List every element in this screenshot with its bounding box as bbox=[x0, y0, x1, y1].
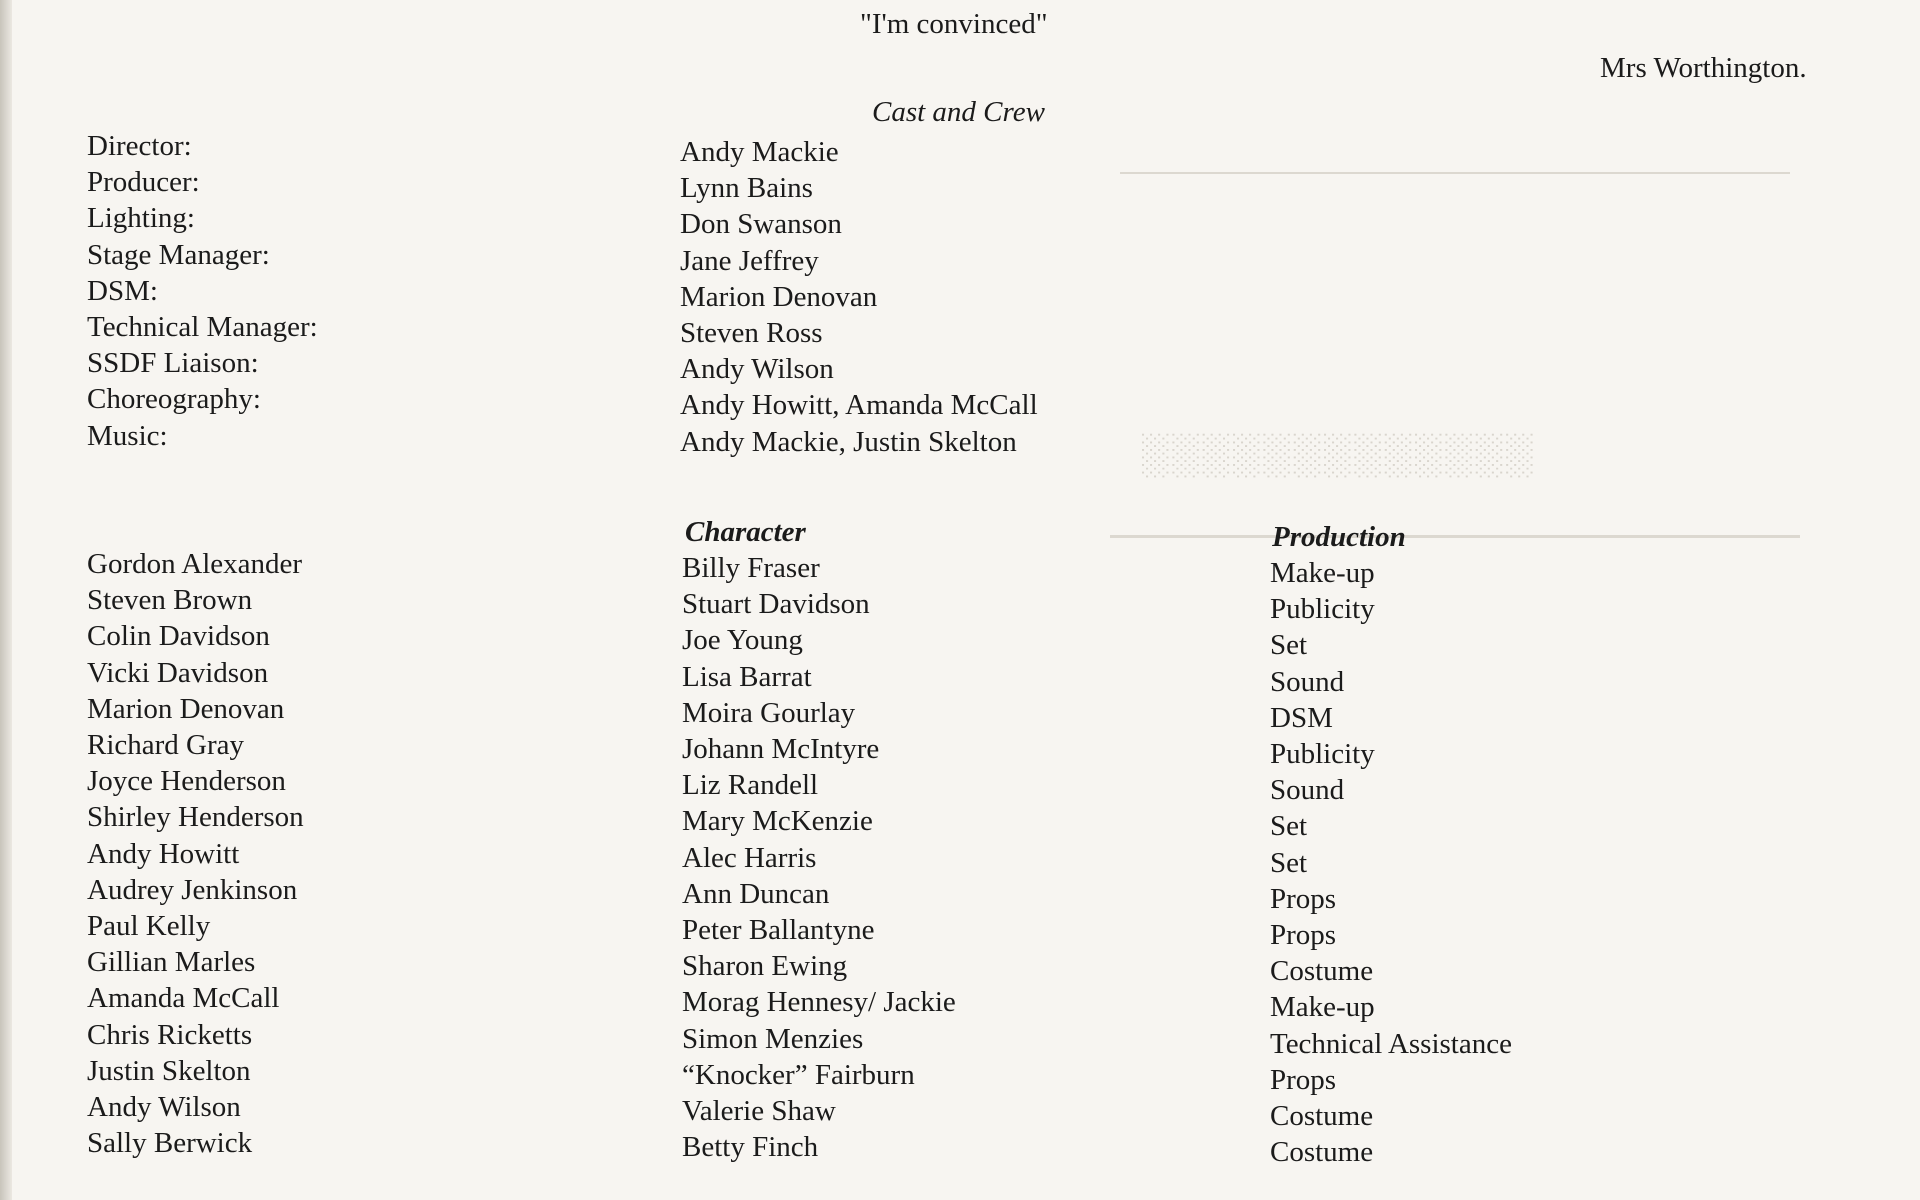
crew-role: Choreography: bbox=[87, 383, 261, 416]
cast-and-crew-heading: Cast and Crew bbox=[872, 96, 1045, 128]
crew-role: Technical Manager: bbox=[87, 311, 318, 344]
character-name: Mary McKenzie bbox=[682, 805, 873, 838]
cast-member-name: Joyce Henderson bbox=[87, 765, 286, 798]
character-name: Morag Hennesy/ Jackie bbox=[682, 986, 956, 1019]
production-role: Publicity bbox=[1270, 738, 1375, 771]
character-list bbox=[682, 550, 956, 1165]
cast-member-name: Andy Howitt bbox=[87, 837, 240, 870]
crew-name: Marion Denovan bbox=[680, 280, 878, 313]
character-name: Peter Ballantyne bbox=[682, 914, 875, 947]
crew-name: Andy Mackie bbox=[680, 136, 839, 168]
crew-name: Jane Jeffrey bbox=[680, 244, 819, 277]
show-through-rule bbox=[1110, 535, 1800, 538]
character-column-heading: Character bbox=[685, 516, 806, 548]
cast-member-name: Paul Kelly bbox=[87, 910, 211, 943]
production-column-heading: Production bbox=[1272, 521, 1406, 553]
crew-name: Don Swanson bbox=[680, 208, 842, 241]
character-name: Ann Duncan bbox=[682, 877, 830, 910]
production-role: Costume bbox=[1270, 1100, 1374, 1133]
production-role: DSM bbox=[1270, 701, 1333, 734]
character-name: Liz Randell bbox=[682, 769, 819, 802]
production-role: Props bbox=[1270, 919, 1337, 952]
crew-name: Steven Ross bbox=[680, 317, 823, 350]
production-role-list bbox=[1270, 555, 1512, 1170]
show-through-rule bbox=[1120, 172, 1790, 174]
show-through-bleed: ░░░░░░░░░░░░░ bbox=[1140, 431, 1535, 476]
production-role: Make-up bbox=[1270, 991, 1375, 1024]
crew-name: Andy Mackie, Justin Skelton bbox=[680, 425, 1017, 458]
cast-member-name: Richard Gray bbox=[87, 729, 245, 762]
production-role: Technical Assistance bbox=[1270, 1027, 1512, 1060]
production-role: Set bbox=[1270, 810, 1308, 843]
crew-role: SSDF Liaison: bbox=[87, 347, 259, 380]
cast-member-name: Audrey Jenkinson bbox=[87, 873, 298, 906]
crew-role: Director: bbox=[87, 130, 192, 162]
production-role: Props bbox=[1270, 882, 1337, 915]
character-name: Alec Harris bbox=[682, 841, 817, 874]
cast-member-name: Sally Berwick bbox=[87, 1127, 253, 1160]
page-binding-shadow bbox=[0, 0, 12, 1200]
character-name: Betty Finch bbox=[682, 1131, 819, 1164]
quote: "I'm convinced" bbox=[860, 8, 1048, 40]
character-name: Sharon Ewing bbox=[682, 950, 848, 983]
crew-name: Andy Howitt, Amanda McCall bbox=[680, 389, 1038, 422]
character-name: “Knocker” Fairburn bbox=[682, 1058, 915, 1091]
character-name: Lisa Barrat bbox=[682, 660, 812, 693]
character-name: Valerie Shaw bbox=[682, 1095, 836, 1128]
production-role: Sound bbox=[1270, 774, 1345, 807]
quote-attribution: Mrs Worthington. bbox=[1600, 52, 1807, 84]
cast-member-name: Marion Denovan bbox=[87, 692, 285, 725]
crew-role: Producer: bbox=[87, 166, 200, 199]
production-role: Make-up bbox=[1270, 557, 1375, 589]
cast-member-name: Justin Skelton bbox=[87, 1054, 251, 1087]
character-name: Johann McIntyre bbox=[682, 733, 880, 766]
crew-role: DSM: bbox=[87, 274, 158, 307]
character-name: Moira Gourlay bbox=[682, 696, 856, 729]
crew-name: Lynn Bains bbox=[680, 172, 813, 205]
cast-member-name: Andy Wilson bbox=[87, 1091, 241, 1124]
crew-name: Andy Wilson bbox=[680, 353, 834, 386]
character-name: Stuart Davidson bbox=[682, 588, 870, 621]
cast-member-name: Chris Ricketts bbox=[87, 1018, 253, 1051]
production-role: Publicity bbox=[1270, 593, 1375, 626]
production-role: Sound bbox=[1270, 665, 1345, 698]
crew-names-list bbox=[680, 134, 1038, 460]
production-role: Costume bbox=[1270, 1136, 1374, 1169]
character-name: Billy Fraser bbox=[682, 552, 820, 584]
crew-role: Music: bbox=[87, 419, 168, 452]
production-role: Props bbox=[1270, 1063, 1337, 1096]
production-role: Set bbox=[1270, 846, 1308, 879]
crew-role: Lighting: bbox=[87, 202, 195, 235]
character-name: Joe Young bbox=[682, 624, 803, 657]
cast-member-name: Shirley Henderson bbox=[87, 801, 304, 834]
cast-member-name: Vicki Davidson bbox=[87, 656, 269, 689]
production-role: Set bbox=[1270, 629, 1308, 662]
cast-member-name: Gordon Alexander bbox=[87, 548, 303, 580]
cast-names-list bbox=[87, 546, 304, 1161]
crew-role: Stage Manager: bbox=[87, 238, 270, 271]
cast-member-name: Amanda McCall bbox=[87, 982, 280, 1015]
crew-roles-list bbox=[87, 128, 318, 454]
cast-member-name: Steven Brown bbox=[87, 584, 253, 617]
cast-member-name: Gillian Marles bbox=[87, 946, 256, 979]
production-role: Costume bbox=[1270, 955, 1374, 988]
character-name: Simon Menzies bbox=[682, 1022, 864, 1055]
cast-member-name: Colin Davidson bbox=[87, 620, 270, 653]
